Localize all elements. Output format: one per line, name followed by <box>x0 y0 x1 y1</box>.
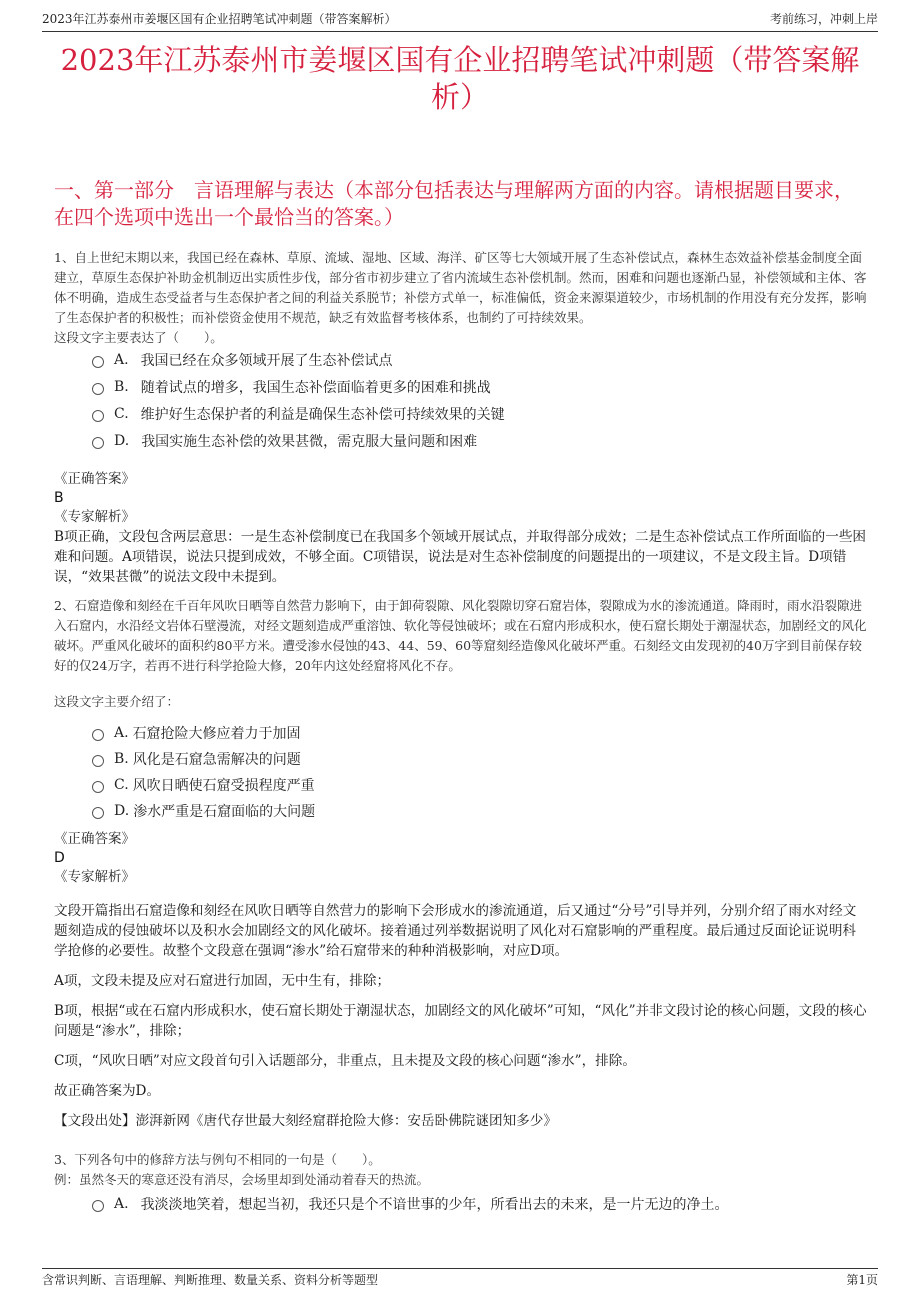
analysis-text: B项正确，文段包含两层意思：一是生态补偿制度已在我国多个领域开展试点，并取得部分成效；二是生态补偿试点工作所面临的一些困难和问题。A项错误，说法只提到成效，不够全面。C项错误，说法是对生态补偿制度的问题提出的一项建议，不是文段主旨。D项错误，“效果甚微”的说法文段中未提到。 <box>54 529 867 585</box>
question-3-stem: 3、下列各句中的修辞方法与例句不相同的一句是（ ）。 <box>54 1152 381 1167</box>
question-2-option-d[interactable]: D. 渗水严重是石窟面临的大问题 <box>92 798 868 824</box>
question-3-options <box>92 1191 868 1217</box>
analysis-paragraph: 文段开篇指出石窟造像和刻经在风吹日晒等自然营力的影响下会形成水的渗流通道，后又通过“分号”引导并列，分别介绍了雨水对经文题刻造成的侵蚀破坏以及积水会加剧经文的风化破坏。接着通过列举数据说明了风化对石窟影响的严重程度。最后通过反面论证说明科学抢修的必要性。故整个文段意在强调“渗水”给石窟带来的种种消极影响，对应D项。 <box>54 903 857 959</box>
analysis-paragraph: C项，“风吹日晒”对应文段首句引入话题部分，非重点，且未提及文段的核心问题“渗水”，排除。 <box>54 1053 636 1069</box>
question-1-stem-block <box>54 248 868 348</box>
analysis-label: 《专家解析》 <box>54 509 135 525</box>
question-2-stem-block <box>54 596 868 712</box>
radio-icon[interactable] <box>92 410 104 422</box>
question-2-analysis <box>54 901 868 1131</box>
source-line <box>54 1111 868 1131</box>
question-3-stem-block <box>54 1150 868 1190</box>
answer-value: B <box>54 490 64 506</box>
question-2-prompt: 这段文字主要介绍了： <box>54 694 180 709</box>
header-divider <box>42 31 878 32</box>
question-1-options <box>92 346 868 454</box>
radio-icon[interactable] <box>92 729 104 741</box>
question-2-option-a[interactable]: A. 石窟抢险大修应着力于加固 <box>92 720 868 746</box>
question-1-option-b[interactable]: B. 随着试点的增多，我国生态补偿面临着更多的困难和挑战 <box>92 373 868 400</box>
header-slogan: 考前练习，冲刺上岸 <box>769 12 878 26</box>
question-3-option-a[interactable]: A. 我淡淡地笑着，想起当初，我还只是个不谙世事的少年，所看出去的未来，是一片无边的净土。 <box>92 1191 868 1217</box>
section-heading: 一、第一部分 言语理解与表达（本部分包括表达与理解两方面的内容。请根据题目要求，在四个选项中选出一个最恰当的答案。） <box>54 178 854 229</box>
question-2-option-b[interactable]: B. 风化是石窟急需解决的问题 <box>92 746 868 772</box>
question-2-option-c[interactable]: C. 风吹日晒使石窟受损程度严重 <box>92 772 868 798</box>
footer-divider <box>42 1268 878 1269</box>
radio-icon[interactable] <box>92 383 104 395</box>
page-number: 第1页 <box>846 1273 878 1287</box>
radio-icon[interactable] <box>92 1200 104 1212</box>
answer-value: D <box>54 850 65 866</box>
source-label: 【文段出处】 <box>54 1113 136 1129</box>
page-header <box>42 10 878 30</box>
analysis-label: 《专家解析》 <box>54 869 135 885</box>
analysis-paragraph: 故正确答案为D。 <box>54 1083 161 1099</box>
header-title: 2023年江苏泰州市姜堰区国有企业招聘笔试冲刺题（带答案解析） <box>42 12 397 26</box>
radio-icon[interactable] <box>92 356 104 368</box>
answer-label: 《正确答案》 <box>54 831 135 847</box>
radio-icon[interactable] <box>92 755 104 767</box>
question-2-answer-block <box>54 830 868 887</box>
analysis-paragraph: B项，根据“或在石窟内形成积水，使石窟长期处于潮湿状态，加剧经文的风化破坏”可知，“风化”并非文段讨论的核心问题，文段的核心问题是“渗水”，排除； <box>54 1003 867 1039</box>
footer-note: 含常识判断、言语理解、判断推理、数量关系、资料分析等题型 <box>42 1273 379 1287</box>
question-1-answer-block <box>54 470 868 587</box>
question-2-stem: 2、石窟造像和刻经在千百年风吹日晒等自然营力影响下，由于卸荷裂隙、风化裂隙切穿石窟岩体，裂隙成为水的渗流通道。降雨时，雨水沿裂隙进入石窟内，水沿经文岩体石壁漫流，对经文题刻造成严重溶蚀、软化等侵蚀破坏；或在石窟内形成积水，使石窟长期处于潮湿状态，加剧经文的风化破坏。严重风化破坏的面积约80平方米。遭受渗水侵蚀的43、44、59、60等窟刻经造像风化破坏严重。石刻经文由发现初的40万字到目前保存较好的仅24万字，若再不进行科学抢险大修，20年内这处经窟将风化不存。 <box>54 598 867 673</box>
question-1-option-a[interactable]: A. 我国已经在众多领域开展了生态补偿试点 <box>92 346 868 373</box>
radio-icon[interactable] <box>92 781 104 793</box>
page-footer <box>42 1271 878 1288</box>
question-1-stem: 1、自上世纪末期以来，我国已经在森林、草原、流域、湿地、区域、海洋、矿区等七大领域开展了生态补偿试点，森林生态效益补偿基金制度全面建立，草原生态保护补助金机制迈出实质性步伐，部分省市初步建立了省内流域生态补偿机制。然而，困难和问题也逐渐凸显，补偿领域和主体、客体不明确，造成生态受益者与生态保护者之间的利益关系脱节；补偿方式单一，标准偏低，资金来源渠道较少，市场机制的作用没有充分发挥，影响了生态保护者的积极性；而补偿资金使用不规范，缺乏有效监督考核体系，也制约了可持续效果。 <box>54 250 867 325</box>
source-text: 澎湃新网《唐代存世最大刻经窟群抢险大修：安岳卧佛院谜团知多少》 <box>135 1113 557 1129</box>
analysis-paragraph: A项，文段未提及应对石窟进行加固，无中生有，排除； <box>54 973 391 989</box>
question-1-prompt: 这段文字主要表达了（ ）。 <box>54 330 223 345</box>
question-1-option-d[interactable]: D. 我国实施生态补偿的效果甚微，需克服大量问题和困难 <box>92 427 868 454</box>
page-title: 2023年江苏泰州市姜堰区国有企业招聘笔试冲刺题（带答案解析） <box>60 43 860 114</box>
answer-label: 《正确答案》 <box>54 471 135 487</box>
question-2-options <box>92 720 868 824</box>
question-1-option-c[interactable]: C. 维护好生态保护者的利益是确保生态补偿可持续效果的关键 <box>92 400 868 427</box>
question-3-example: 例：虽然冬天的寒意还没有消尽，会场里却到处涌动着春天的热流。 <box>54 1172 430 1187</box>
radio-icon[interactable] <box>92 807 104 819</box>
radio-icon[interactable] <box>92 437 104 449</box>
